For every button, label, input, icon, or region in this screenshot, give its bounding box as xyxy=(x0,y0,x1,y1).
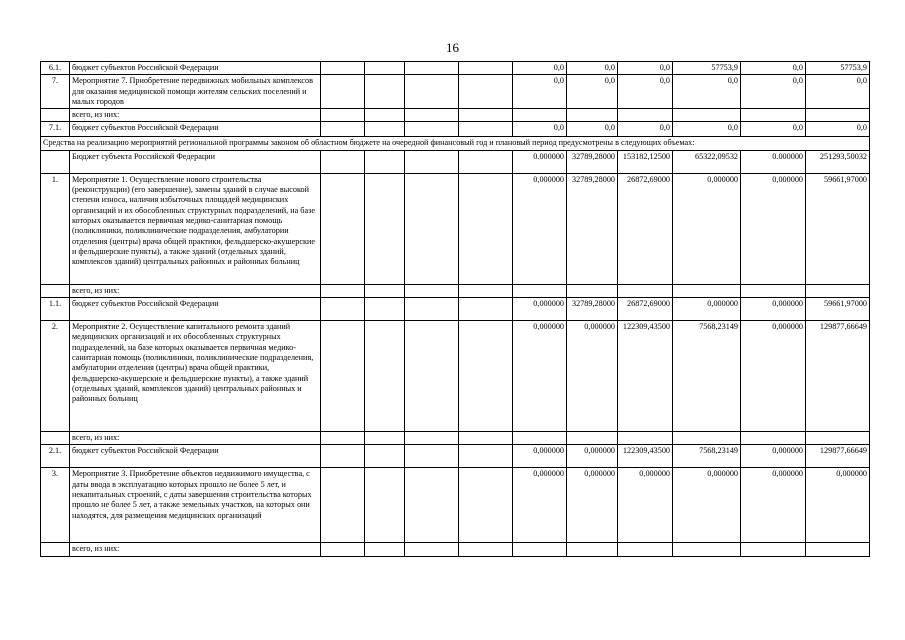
empty-cell xyxy=(459,298,513,321)
value-cell xyxy=(673,432,741,445)
row-index xyxy=(41,284,70,297)
value-cell: 0,000000 xyxy=(513,298,567,321)
empty-cell xyxy=(459,468,513,543)
empty-cell xyxy=(405,543,459,556)
value-cell: 129877,66649 xyxy=(806,445,870,468)
value-cell: 32789,28000 xyxy=(567,298,618,321)
table-row xyxy=(41,445,870,468)
empty-cell xyxy=(321,445,365,468)
row-name: Мероприятие 7. Приобретение передвижных мобильных комплексов для оказания медицинской помощи жителям сельских поселений и малых городов xyxy=(70,75,321,109)
value-cell: 0,0 xyxy=(567,122,618,137)
value-cell xyxy=(567,543,618,556)
value-cell: 0,000000 xyxy=(513,445,567,468)
value-cell: 0,000000 xyxy=(513,321,567,432)
empty-cell xyxy=(321,543,365,556)
value-cell xyxy=(741,284,806,297)
value-cell: 0.000000 xyxy=(513,150,567,173)
value-cell: 7568,23149 xyxy=(673,321,741,432)
table-row xyxy=(41,468,870,543)
row-index: 3. xyxy=(41,468,70,543)
empty-cell xyxy=(459,62,513,75)
table-row xyxy=(41,75,870,109)
value-cell: 7568,23149 xyxy=(673,445,741,468)
table-row xyxy=(41,432,870,445)
row-name: всего, из них: xyxy=(70,284,321,297)
value-cell: 59661,97000 xyxy=(806,298,870,321)
table-row xyxy=(41,321,870,432)
empty-cell xyxy=(459,432,513,445)
value-cell: 0,0 xyxy=(513,75,567,109)
empty-cell xyxy=(365,543,405,556)
empty-cell xyxy=(365,321,405,432)
value-cell xyxy=(618,543,673,556)
row-name: бюджет субъектов Российской Федерации xyxy=(70,122,321,137)
value-cell: 0,000000 xyxy=(741,445,806,468)
value-cell: 0,0 xyxy=(741,122,806,137)
empty-cell xyxy=(365,122,405,137)
row-name: всего, из них: xyxy=(70,109,321,122)
empty-cell xyxy=(365,445,405,468)
value-cell: 0,0 xyxy=(567,75,618,109)
value-cell: 0,000000 xyxy=(618,468,673,543)
value-cell xyxy=(618,432,673,445)
empty-cell xyxy=(321,150,365,173)
empty-cell xyxy=(405,445,459,468)
empty-cell xyxy=(459,321,513,432)
empty-cell xyxy=(405,122,459,137)
value-cell xyxy=(513,432,567,445)
value-cell: 122309,43500 xyxy=(618,445,673,468)
value-cell xyxy=(513,543,567,556)
value-cell xyxy=(741,432,806,445)
row-index: 1. xyxy=(41,173,70,284)
row-index: 2. xyxy=(41,321,70,432)
empty-cell xyxy=(405,75,459,109)
empty-cell xyxy=(405,150,459,173)
value-cell: 59661,97000 xyxy=(806,173,870,284)
empty-cell xyxy=(459,150,513,173)
value-cell: 0,000000 xyxy=(673,468,741,543)
empty-cell xyxy=(321,75,365,109)
empty-cell xyxy=(321,298,365,321)
empty-cell xyxy=(365,432,405,445)
value-cell: 65322,09532 xyxy=(673,150,741,173)
empty-cell xyxy=(365,173,405,284)
value-cell xyxy=(567,109,618,122)
row-index xyxy=(41,543,70,556)
value-cell: 129877,66649 xyxy=(806,321,870,432)
value-cell: 26872,69000 xyxy=(618,173,673,284)
empty-cell xyxy=(405,321,459,432)
value-cell: 0,0 xyxy=(741,75,806,109)
table-row xyxy=(41,543,870,556)
value-cell: 0,0 xyxy=(673,75,741,109)
value-cell xyxy=(673,543,741,556)
table-row xyxy=(41,62,870,75)
row-name: бюджет субъектов Российской Федерации xyxy=(70,445,321,468)
row-name: Бюджет субъекта Российской Федерации xyxy=(70,150,321,173)
table-row xyxy=(41,122,870,137)
table-row xyxy=(41,150,870,173)
row-index: 7.1. xyxy=(41,122,70,137)
empty-cell xyxy=(321,284,365,297)
section-note-row xyxy=(41,137,870,150)
empty-cell xyxy=(365,298,405,321)
value-cell: 57753,9 xyxy=(673,62,741,75)
value-cell: 0,000000 xyxy=(567,445,618,468)
value-cell: 0,0 xyxy=(618,62,673,75)
value-cell: 0,0 xyxy=(513,62,567,75)
empty-cell xyxy=(405,468,459,543)
value-cell: 0,000000 xyxy=(567,321,618,432)
empty-cell xyxy=(459,543,513,556)
value-cell: 122309,43500 xyxy=(618,321,673,432)
empty-cell xyxy=(321,468,365,543)
row-index xyxy=(41,432,70,445)
value-cell: 0,0 xyxy=(673,122,741,137)
value-cell: 251293,50032 xyxy=(806,150,870,173)
empty-cell xyxy=(405,62,459,75)
empty-cell xyxy=(321,122,365,137)
empty-cell xyxy=(321,62,365,75)
empty-cell xyxy=(365,150,405,173)
value-cell: 32789,28000 xyxy=(567,173,618,284)
value-cell: 0,0 xyxy=(567,62,618,75)
row-name: Мероприятие 3. Приобретение объектов недвижимого имущества, с даты ввода в эксплуатацию которых прошло не более 5 лет, и некапитальных строений, с даты завершения строительства которых прошло не более 5 лет, а также земельных участков, на которых они находятся, для размещения медицинских организаций xyxy=(70,468,321,543)
empty-cell xyxy=(459,75,513,109)
empty-cell xyxy=(405,298,459,321)
value-cell: 153182,12500 xyxy=(618,150,673,173)
value-cell: 0,000000 xyxy=(741,468,806,543)
empty-cell xyxy=(459,109,513,122)
value-cell xyxy=(567,432,618,445)
section-note: Средства на реализацию мероприятий региональной программы законом об областном бюджете на очередной финансовый год и плановый период предусмотрены в следующих объемах: xyxy=(41,137,870,150)
value-cell xyxy=(806,543,870,556)
value-cell: 0,000000 xyxy=(741,298,806,321)
value-cell: 26872,69000 xyxy=(618,298,673,321)
empty-cell xyxy=(459,122,513,137)
empty-cell xyxy=(405,109,459,122)
value-cell: 0,000000 xyxy=(673,173,741,284)
value-cell xyxy=(618,284,673,297)
table-row xyxy=(41,298,870,321)
empty-cell xyxy=(321,321,365,432)
row-name: всего, из них: xyxy=(70,543,321,556)
value-cell: 0,000000 xyxy=(513,468,567,543)
value-cell: 0,0 xyxy=(806,122,870,137)
empty-cell xyxy=(365,468,405,543)
value-cell: 0,000000 xyxy=(673,298,741,321)
row-index: 6.1. xyxy=(41,62,70,75)
row-name: Мероприятие 2. Осуществление капитального ремонта зданий медицинских организаций и их обособленных структурных подразделений, на базе которых оказывается первичная медико-санитарная помощь (поликлиники, поликлинические подразделения, амбулатории отделения (центры) врача общей практики, фельдшерско-акушерские и фельдшерские пункты), а также зданий (отдельных зданий, комплексов зданий) центральных районных и районных больниц xyxy=(70,321,321,432)
value-cell: 57753,9 xyxy=(806,62,870,75)
row-index: 1.1. xyxy=(41,298,70,321)
value-cell xyxy=(741,543,806,556)
empty-cell xyxy=(405,284,459,297)
row-name: всего, из них: xyxy=(70,432,321,445)
page-number: 16 xyxy=(446,40,459,55)
value-cell xyxy=(806,284,870,297)
empty-cell xyxy=(459,284,513,297)
row-name: бюджет субъектов Российской Федерации xyxy=(70,62,321,75)
row-index: 7. xyxy=(41,75,70,109)
budget-table xyxy=(40,61,870,557)
value-cell xyxy=(673,109,741,122)
table-row xyxy=(41,109,870,122)
row-name: Мероприятие 1. Осуществление нового строительства (реконструкции) (его завершение), замены зданий в случае высокой степени износа, наличия избыточных площадей медицинских организаций и их обособленных структурных подразделений, на базе которых оказывается первичная медико-санитарная помощь (поликлиники, поликлинические подразделения, амбулатории отделения (центры) врача общей практики, фельдшерско-акушерские и фельдшерские пункты), а также зданий (отдельных зданий, комплексов зданий) центральных районных и районных больниц xyxy=(70,173,321,284)
value-cell: 0,000000 xyxy=(567,468,618,543)
value-cell xyxy=(567,284,618,297)
table-row xyxy=(41,173,870,284)
value-cell xyxy=(806,432,870,445)
table-row xyxy=(41,284,870,297)
empty-cell xyxy=(321,109,365,122)
empty-cell xyxy=(365,109,405,122)
empty-cell xyxy=(459,445,513,468)
empty-cell xyxy=(321,173,365,284)
value-cell: 0,000000 xyxy=(806,468,870,543)
value-cell: 32789,28000 xyxy=(567,150,618,173)
row-index xyxy=(41,109,70,122)
value-cell xyxy=(741,109,806,122)
row-index: 2.1. xyxy=(41,445,70,468)
value-cell: 0,0 xyxy=(618,75,673,109)
value-cell: 0,000000 xyxy=(741,321,806,432)
value-cell xyxy=(673,284,741,297)
empty-cell xyxy=(365,75,405,109)
empty-cell xyxy=(459,173,513,284)
value-cell: 0,0 xyxy=(741,62,806,75)
empty-cell xyxy=(405,432,459,445)
value-cell: 0,000000 xyxy=(513,173,567,284)
row-name: бюджет субъектов Российской Федерации xyxy=(70,298,321,321)
empty-cell xyxy=(365,62,405,75)
value-cell: 0.000000 xyxy=(741,150,806,173)
value-cell xyxy=(806,109,870,122)
empty-cell xyxy=(405,173,459,284)
value-cell xyxy=(513,284,567,297)
value-cell: 0,0 xyxy=(806,75,870,109)
value-cell: 0,0 xyxy=(513,122,567,137)
value-cell: 0,0 xyxy=(618,122,673,137)
empty-cell xyxy=(321,432,365,445)
row-index xyxy=(41,150,70,173)
empty-cell xyxy=(365,284,405,297)
value-cell xyxy=(513,109,567,122)
value-cell: 0,000000 xyxy=(741,173,806,284)
value-cell xyxy=(618,109,673,122)
